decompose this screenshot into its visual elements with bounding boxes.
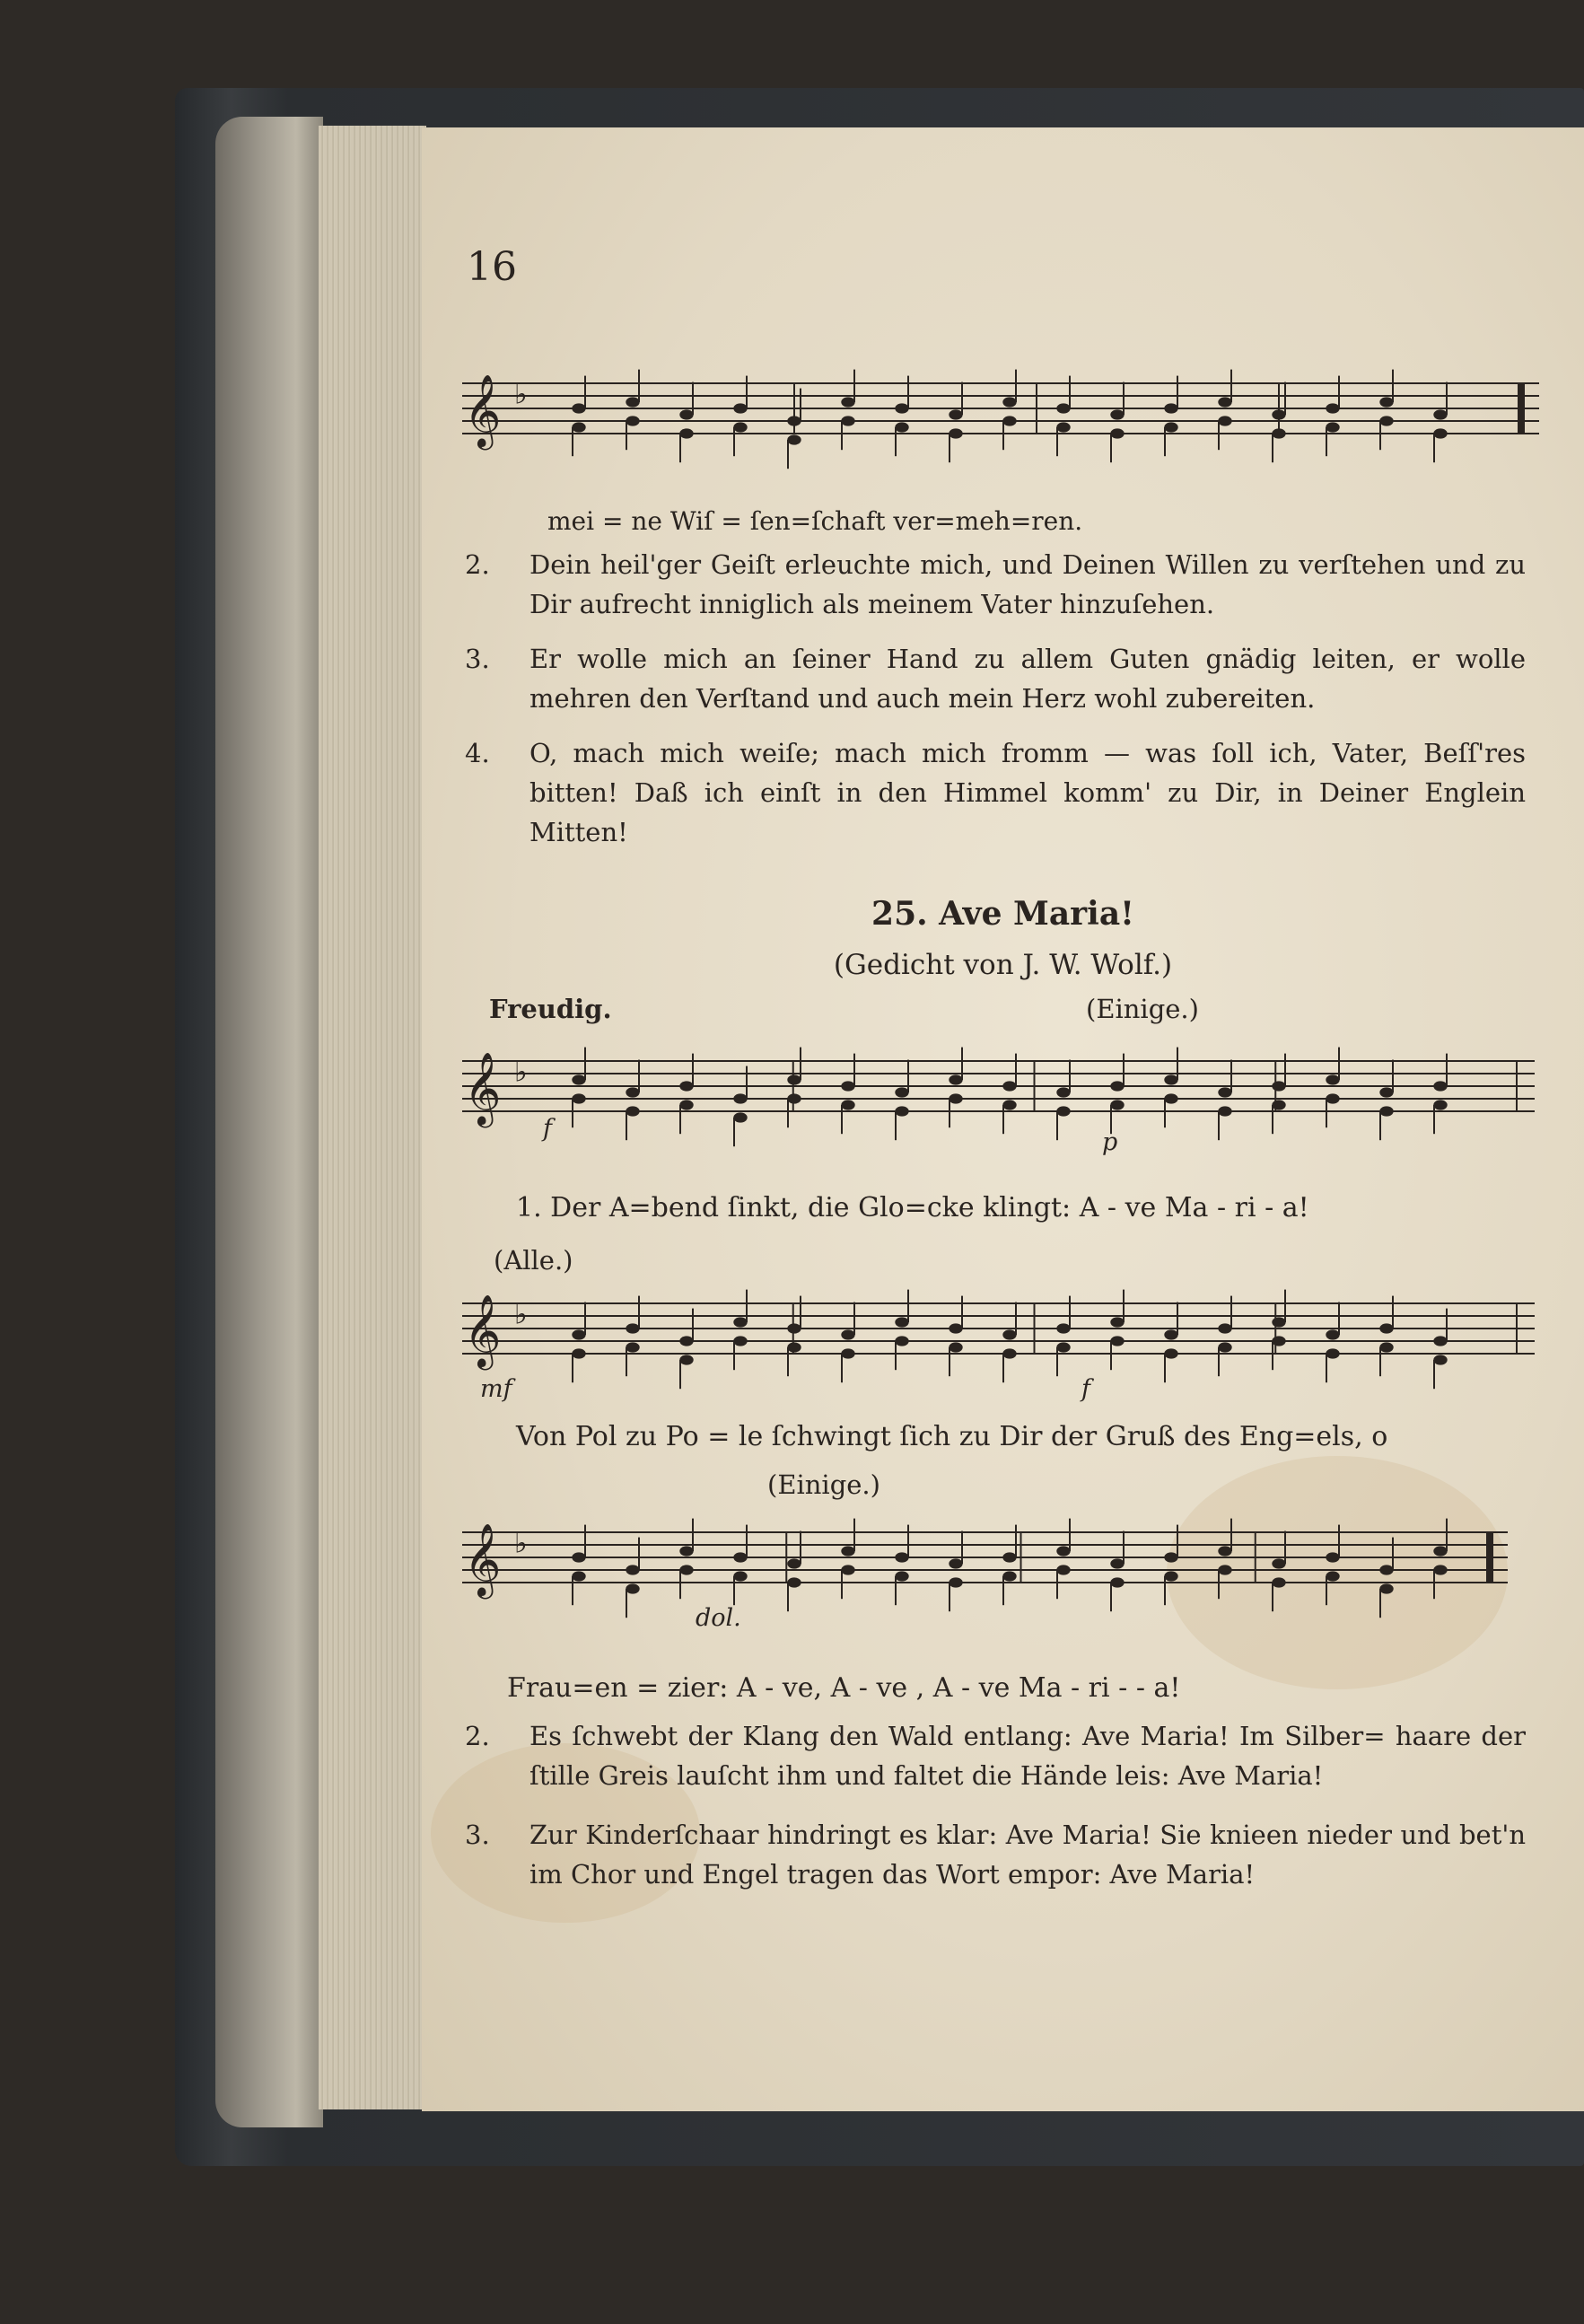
- note-head: [1379, 1106, 1393, 1116]
- verse-text: O, mach mich weiſe; mach mich fromm — was ſoll ich, Vater, Beſſ'res bitten! Daß ich einſt in den Himmel komm' zu Dir, in Deiner Englein Mitten!: [529, 738, 1526, 847]
- verse: [465, 545, 1526, 624]
- note-head: [626, 1342, 639, 1352]
- note-head: [733, 403, 747, 413]
- note-head: [895, 1571, 908, 1581]
- note-head: [679, 1546, 693, 1556]
- dynamic-marking: p: [1102, 1128, 1118, 1156]
- note-head: [895, 422, 908, 432]
- flat-sign-icon: ♭: [514, 1298, 528, 1331]
- treble-clef-icon: 𝄞: [464, 373, 502, 447]
- lyric-line: Frau=en = zier: A - ve, A - ve , A - ve Ma - ri - - a!: [507, 1672, 1181, 1704]
- voice-label: (Alle.): [494, 1245, 573, 1276]
- note-head: [1110, 1100, 1124, 1109]
- note-head: [1272, 1317, 1285, 1327]
- note-head: [787, 1074, 801, 1084]
- note-head: [1110, 1317, 1124, 1327]
- verse-text: Er wolle mich an ſeiner Hand zu allem Guten gnädig leiten, er wolle mehren den Verſtand und auch mein Herz wohl zubereiten.: [529, 644, 1526, 714]
- note-head: [1379, 416, 1393, 425]
- dynamic-marking: mf: [480, 1375, 512, 1403]
- note-head: [1164, 422, 1177, 432]
- note-head: [1056, 1565, 1070, 1574]
- note-head: [1433, 428, 1447, 438]
- note-head: [1056, 1106, 1070, 1116]
- note-head: [841, 397, 854, 407]
- note-head: [1379, 1323, 1393, 1333]
- note-head: [841, 1565, 854, 1574]
- note-head: [679, 1100, 693, 1109]
- note-head: [1379, 397, 1393, 407]
- note-head: [1164, 1552, 1177, 1562]
- staff-notation: [462, 1294, 1535, 1367]
- note-head: [787, 1342, 801, 1352]
- note-head: [1164, 1329, 1177, 1339]
- dynamic-marking: f: [1081, 1375, 1090, 1403]
- note-head: [1002, 1329, 1016, 1339]
- page-stack-edge: [319, 126, 426, 2109]
- verse-number: 2.: [465, 1721, 490, 1751]
- note-head: [1379, 1087, 1393, 1097]
- note-head: [1433, 1355, 1447, 1364]
- note-head: [626, 1565, 639, 1574]
- note-head: [626, 1583, 639, 1593]
- note-head: [572, 403, 585, 413]
- verse: [465, 1716, 1526, 1795]
- note-head: [1002, 1348, 1016, 1358]
- note-head: [1433, 1081, 1447, 1091]
- note-head: [1218, 1106, 1231, 1116]
- dynamic-marking: dol.: [696, 1604, 741, 1632]
- flat-sign-icon: ♭: [514, 1527, 528, 1560]
- note-head: [1110, 1577, 1124, 1587]
- note-head: [1056, 1087, 1070, 1097]
- note-head: [895, 1317, 908, 1327]
- music-staff-3: [462, 1294, 1535, 1367]
- note-head: [679, 409, 693, 419]
- note-head: [733, 1093, 747, 1103]
- note-head: [626, 1087, 639, 1097]
- note-head: [1218, 1546, 1231, 1556]
- note-head: [841, 1348, 854, 1358]
- note-head: [1218, 1087, 1231, 1097]
- note-head: [1002, 1552, 1016, 1562]
- note-head: [841, 416, 854, 425]
- note-head: [895, 1106, 908, 1116]
- note-head: [787, 1577, 801, 1587]
- verse-text: Es ſchwebt der Klang den Wald entlang: Ave Maria! Im Silber= haare der ſtille Greis lauſcht ihm und faltet die Hände leis: Ave Maria!: [529, 1721, 1526, 1791]
- note-head: [1218, 397, 1231, 407]
- note-head: [733, 1571, 747, 1581]
- book-page: [422, 127, 1584, 2111]
- tempo-marking: Freudig.: [489, 994, 612, 1024]
- note-head: [626, 416, 639, 425]
- staff-notation: [462, 1051, 1535, 1125]
- note-head: [1218, 1323, 1231, 1333]
- note-head: [1164, 1093, 1177, 1103]
- note-head: [1433, 409, 1447, 419]
- note-head: [1272, 1558, 1285, 1568]
- note-head: [679, 428, 693, 438]
- note-head: [572, 1093, 585, 1103]
- note-head: [572, 1329, 585, 1339]
- note-head: [787, 1558, 801, 1568]
- note-head: [1326, 1552, 1339, 1562]
- note-head: [1326, 1571, 1339, 1581]
- verse-number: 2.: [465, 549, 490, 580]
- note-head: [626, 1323, 639, 1333]
- note-head: [1272, 1100, 1285, 1109]
- music-staff-4: [462, 1522, 1508, 1596]
- note-head: [1272, 428, 1285, 438]
- verse-text: Dein heil'ger Geiſt erleuchte mich, und Deinen Willen zu verſtehen und zu Dir aufrecht inniglich als meinem Vater hinzuſehen.: [529, 549, 1526, 619]
- note-head: [1272, 1336, 1285, 1346]
- note-head: [1110, 428, 1124, 438]
- staff-notation: [462, 373, 1539, 447]
- note-head: [1272, 1577, 1285, 1587]
- flat-sign-icon: ♭: [514, 1056, 528, 1089]
- note-head: [949, 1577, 962, 1587]
- note-head: [1326, 1329, 1339, 1339]
- verse-number: 3.: [465, 644, 490, 674]
- note-head: [733, 1336, 747, 1346]
- lyric-line: 1. Der A=bend ſinkt, die Glo=cke klingt: A - ve Ma - ri - a!: [516, 1192, 1309, 1223]
- note-head: [1164, 1348, 1177, 1358]
- dynamic-marking: f: [543, 1115, 552, 1143]
- note-head: [679, 1565, 693, 1574]
- note-head: [895, 1087, 908, 1097]
- song-title: 25. Ave Maria!: [871, 895, 1134, 933]
- music-staff-2: [462, 1051, 1535, 1125]
- note-head: [787, 434, 801, 444]
- note-head: [787, 1323, 801, 1333]
- note-head: [733, 1112, 747, 1122]
- note-head: [1002, 416, 1016, 425]
- note-head: [841, 1100, 854, 1109]
- note-head: [1379, 1342, 1393, 1352]
- note-head: [1110, 1081, 1124, 1091]
- note-head: [679, 1081, 693, 1091]
- note-head: [1056, 403, 1070, 413]
- book-spine: [215, 117, 323, 2127]
- note-head: [572, 422, 585, 432]
- verse-number: 3.: [465, 1820, 490, 1850]
- note-head: [1433, 1336, 1447, 1346]
- note-head: [1002, 1100, 1016, 1109]
- music-staff-1: [462, 373, 1539, 447]
- note-head: [895, 403, 908, 413]
- treble-clef-icon: 𝄞: [464, 1294, 502, 1367]
- note-head: [1056, 1342, 1070, 1352]
- note-head: [949, 1323, 962, 1333]
- note-head: [572, 1074, 585, 1084]
- note-head: [1002, 1571, 1016, 1581]
- note-head: [1326, 422, 1339, 432]
- note-head: [841, 1081, 854, 1091]
- note-head: [1056, 422, 1070, 432]
- note-head: [679, 1355, 693, 1364]
- note-head: [949, 1342, 962, 1352]
- note-head: [1433, 1100, 1447, 1109]
- note-head: [1164, 1074, 1177, 1084]
- note-head: [1326, 1093, 1339, 1103]
- final-bar-line: [1486, 1532, 1493, 1583]
- song-subtitle: (Gedicht von J. W. Wolf.): [833, 949, 1173, 981]
- note-head: [949, 1093, 962, 1103]
- note-head: [572, 1552, 585, 1562]
- note-head: [1056, 1323, 1070, 1333]
- note-head: [1218, 416, 1231, 425]
- note-head: [841, 1329, 854, 1339]
- note-head: [1164, 1571, 1177, 1581]
- note-head: [1326, 1074, 1339, 1084]
- note-head: [1002, 1081, 1016, 1091]
- note-head: [572, 1571, 585, 1581]
- note-head: [949, 428, 962, 438]
- final-bar-line: [1518, 383, 1525, 434]
- note-head: [1002, 397, 1016, 407]
- note-head: [1110, 1558, 1124, 1568]
- lyric-line: Von Pol zu Po = le ſchwingt ſich zu Dir der Gruß des Eng=els, o: [516, 1421, 1388, 1452]
- note-head: [895, 1552, 908, 1562]
- note-head: [626, 397, 639, 407]
- verse: [465, 733, 1526, 852]
- note-head: [733, 422, 747, 432]
- note-head: [1056, 1546, 1070, 1556]
- note-head: [572, 1348, 585, 1358]
- note-head: [1433, 1565, 1447, 1574]
- note-head: [895, 1336, 908, 1346]
- treble-clef-icon: 𝄞: [464, 1522, 502, 1596]
- verse-number: 4.: [465, 738, 490, 768]
- voice-label: (Einige.): [767, 1469, 880, 1500]
- note-head: [1110, 409, 1124, 419]
- note-head: [1326, 1348, 1339, 1358]
- note-head: [733, 1317, 747, 1327]
- page-number: 16: [467, 244, 517, 290]
- note-head: [841, 1546, 854, 1556]
- note-head: [1433, 1546, 1447, 1556]
- flat-sign-icon: ♭: [514, 378, 528, 411]
- note-head: [1272, 409, 1285, 419]
- note-head: [679, 1336, 693, 1346]
- verse-text: Zur Kinderſchaar hindringt es klar: Ave Maria! Sie knieen nieder und bet'n im Chor und Engel tragen das Wort empor: Ave Maria!: [529, 1820, 1526, 1890]
- note-head: [949, 1074, 962, 1084]
- note-head: [1379, 1583, 1393, 1593]
- note-head: [949, 1558, 962, 1568]
- note-head: [1218, 1565, 1231, 1574]
- note-head: [787, 416, 801, 425]
- lyric-line: mei = ne Wiſ = ſen=ſchaft ver=meh=ren.: [547, 506, 1083, 536]
- note-head: [1379, 1565, 1393, 1574]
- treble-clef-icon: 𝄞: [464, 1051, 502, 1125]
- note-head: [949, 409, 962, 419]
- voice-label: (Einige.): [1086, 994, 1199, 1024]
- note-head: [626, 1106, 639, 1116]
- note-head: [733, 1552, 747, 1562]
- note-head: [1110, 1336, 1124, 1346]
- note-head: [1218, 1342, 1231, 1352]
- note-head: [1272, 1081, 1285, 1091]
- staff-notation: [462, 1522, 1508, 1596]
- verse: [465, 639, 1526, 718]
- verse: [465, 1815, 1526, 1894]
- note-head: [1326, 403, 1339, 413]
- note-head: [1164, 403, 1177, 413]
- note-head: [787, 1093, 801, 1103]
